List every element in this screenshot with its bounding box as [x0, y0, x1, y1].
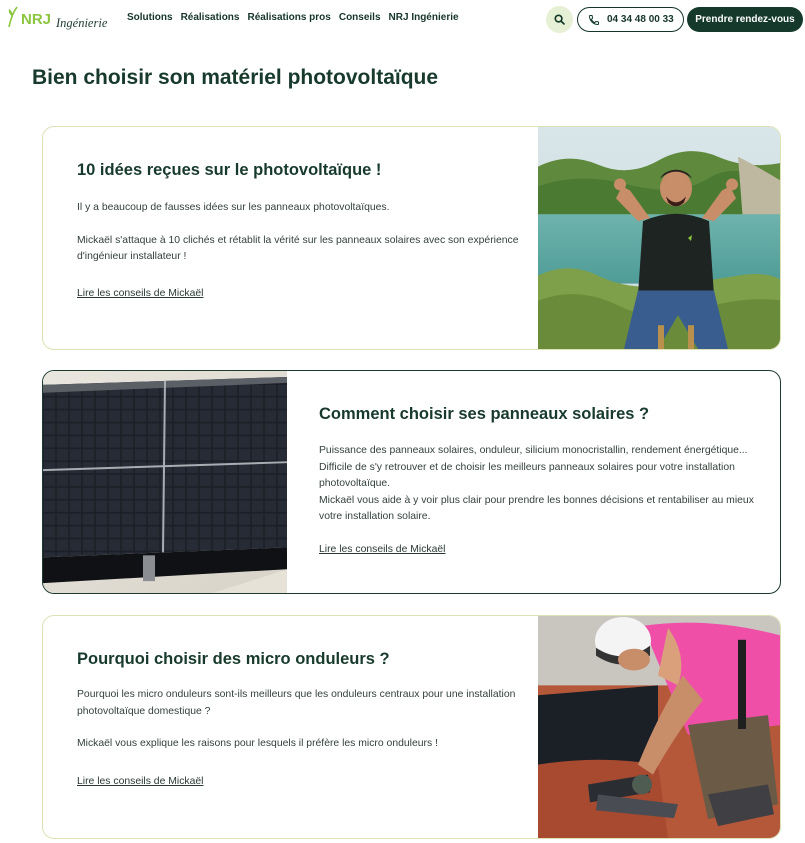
- card-description: [77, 687, 522, 753]
- mickael-thumbs-up-photo: [538, 127, 781, 349]
- phone-icon: [588, 14, 600, 26]
- card-paragraph: Il y a beaucoup de fausses idées sur les panneaux photovoltaïques.: [77, 202, 390, 213]
- card-description: [77, 200, 522, 266]
- site-header: [0, 0, 805, 40]
- phone-number: 04 34 48 00 33: [607, 14, 674, 25]
- card-description: [319, 443, 764, 526]
- read-more-link[interactable]: Lire les conseils de Mickaël: [319, 544, 446, 555]
- card-paragraph: Puissance des panneaux solaires, onduleur, silicium monocristallin, rendement énergétique... Difficile de s'y retrouver et de choisir les meilleurs panneaux solaires pour votre installation photovoltaïque.: [319, 445, 748, 489]
- installer-micro-inverter-photo: [538, 616, 781, 838]
- article-card: [42, 615, 781, 839]
- main-nav: [127, 12, 467, 23]
- nav-nrj-ingenierie[interactable]: NRJ Ingénierie: [388, 12, 459, 23]
- nav-solutions[interactable]: Solutions: [127, 12, 173, 23]
- nrj-logo[interactable]: [5, 3, 120, 37]
- nav-realisations[interactable]: Réalisations: [180, 12, 240, 23]
- svg-text:NRJ: NRJ: [21, 11, 52, 28]
- nrj-logo-mark: [5, 3, 120, 37]
- search-icon: [554, 14, 565, 25]
- phone-button[interactable]: [577, 7, 684, 32]
- card-text: [43, 616, 538, 838]
- nav-realisations-pros[interactable]: Réalisations pros: [247, 12, 331, 23]
- card-paragraph: Pourquoi les micro onduleurs sont-ils meilleurs que les onduleurs centraux pour une installation photovoltaïque domestique ?: [77, 689, 516, 717]
- read-more-link[interactable]: Lire les conseils de Mickaël: [77, 288, 204, 299]
- article-card: [42, 370, 781, 594]
- card-title: Pourquoi choisir des micro onduleurs ?: [77, 650, 390, 668]
- card-paragraph: Mickaël vous explique les raisons pour lesquels il préfère les micro onduleurs !: [77, 738, 438, 749]
- card-text: [285, 371, 780, 593]
- book-appointment-button[interactable]: Prendre rendez-vous: [687, 7, 803, 32]
- article-card: [42, 126, 781, 350]
- card-text: [43, 127, 538, 349]
- solar-panels-photo: [43, 371, 287, 593]
- card-title: 10 idées reçues sur le photovoltaïque !: [77, 161, 382, 179]
- card-paragraph: Mickaël s'attaque à 10 clichés et rétablit la vérité sur les panneaux solaires avec son expérience d'ingénieur installateur !: [77, 234, 519, 262]
- nav-conseils[interactable]: Conseils: [338, 12, 381, 23]
- card-title: Comment choisir ses panneaux solaires ?: [319, 405, 650, 423]
- card-paragraph: Mickaël vous aide à y voir plus clair pour prendre les bonnes décisions et rentabiliser au mieux votre installation solaire.: [319, 494, 754, 522]
- search-button[interactable]: [546, 6, 573, 33]
- page-title: Bien choisir son matériel photovoltaïque: [32, 66, 439, 89]
- read-more-link[interactable]: Lire les conseils de Mickaël: [77, 776, 204, 787]
- svg-text:Ingénierie: Ingénierie: [56, 16, 108, 30]
